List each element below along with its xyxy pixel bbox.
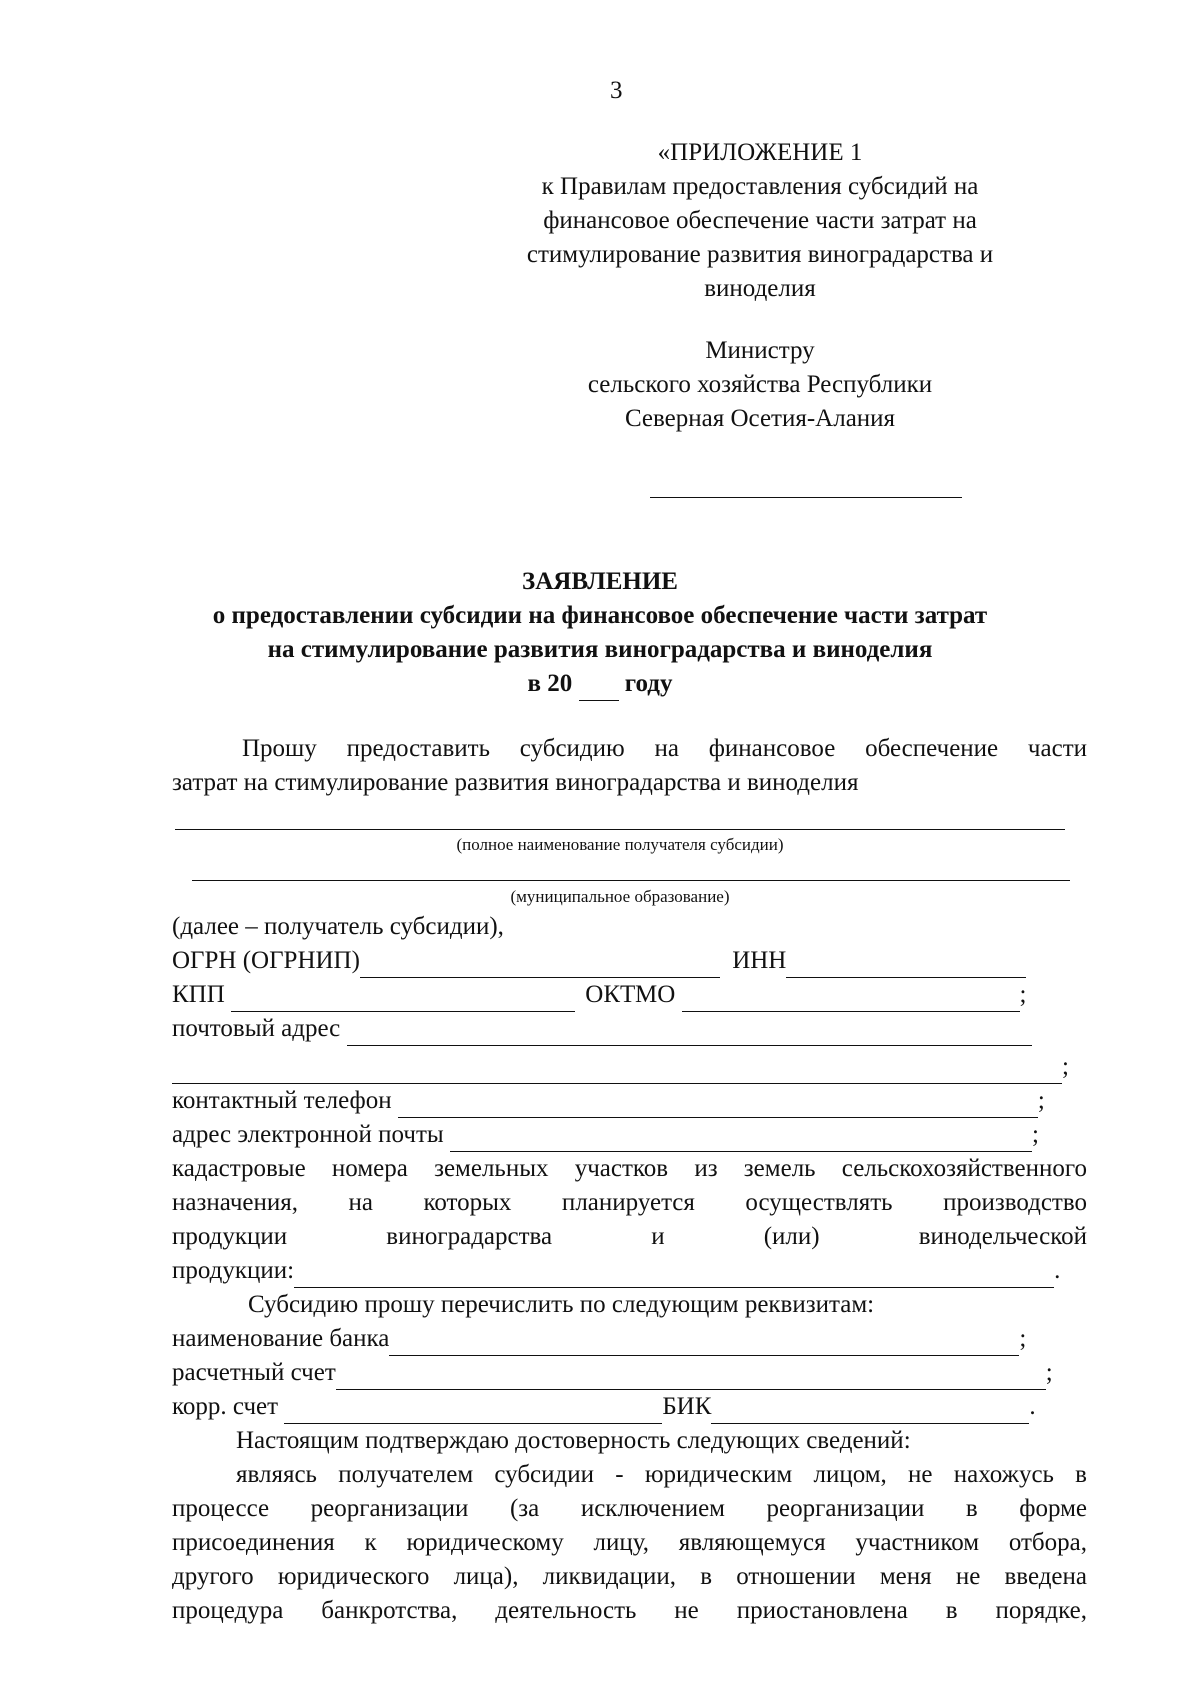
account-label: расчетный счет — [172, 1359, 336, 1386]
semicolon: ; — [1019, 1325, 1027, 1352]
corr-label: корр. счет — [172, 1393, 279, 1420]
appendix-line: к Правилам предоставления субсидий на — [541, 173, 979, 200]
title-line: о предоставлении субсидии на финансовое обеспечение части затрат — [212, 602, 988, 629]
addressee-line: Министру — [705, 337, 815, 364]
applicant-name-blank[interactable] — [650, 497, 962, 498]
semicolon: ; — [1062, 1053, 1069, 1080]
kpp-field[interactable] — [231, 985, 575, 1012]
appendix-line: виноделия — [704, 275, 816, 302]
ogrn-field[interactable] — [360, 951, 720, 978]
addressee-line: Северная Осетия-Алания — [624, 405, 896, 432]
phone-field[interactable] — [398, 1091, 1038, 1118]
corr-bik-row — [172, 1390, 1087, 1424]
confirm-line: являясь получателем субсидии - юридическим лицом, не нахожусь в — [236, 1461, 1087, 1488]
semicolon: ; — [1031, 1121, 1039, 1148]
account-field[interactable] — [336, 1363, 1046, 1390]
request-line: затрат на стимулирование развития виноградарства и виноделия — [172, 769, 859, 796]
postal-label: почтовый адрес — [172, 1015, 341, 1042]
appendix-header — [480, 136, 1040, 306]
oktmo-label: ОКТМО — [585, 981, 676, 1008]
phone-row — [172, 1084, 1087, 1118]
email-label: адрес электронной почты — [172, 1121, 444, 1148]
email-row — [172, 1118, 1087, 1152]
cadastral-line: продукции виноградарства и (или) винодельческой — [172, 1223, 1087, 1250]
ogrn-inn-row — [172, 944, 1087, 978]
period: . — [1054, 1257, 1061, 1284]
ogrn-label: ОГРН (ОГРНИП) — [172, 947, 360, 974]
inn-label: ИНН — [732, 947, 787, 974]
appendix-line: «ПРИЛОЖЕНИЕ 1 — [657, 139, 863, 166]
kpp-oktmo-row — [172, 978, 1087, 1012]
bik-label: БИК — [662, 1393, 712, 1420]
email-field[interactable] — [450, 1125, 1032, 1152]
confirm-line: присоединения к юридическому лицу, являющемуся участником отбора, — [172, 1529, 1087, 1556]
phone-label: контактный телефон — [172, 1087, 392, 1114]
semicolon: ; — [1037, 1087, 1045, 1114]
addressee-block — [560, 334, 960, 436]
confirm-line: процедура банкротства, деятельность не приостановлена в порядке, — [172, 1597, 1087, 1624]
cadastral-label: продукции: — [172, 1257, 295, 1284]
cadastral-line: назначения, на которых планируется осуществлять производство — [172, 1189, 1087, 1216]
page-number: 3 — [610, 77, 623, 104]
account-row — [172, 1356, 1087, 1390]
period: . — [1029, 1393, 1036, 1420]
cadastral-row — [172, 1254, 1087, 1288]
postal-row — [172, 1012, 1087, 1046]
appendix-line: стимулирование развития виноградарства и — [526, 241, 994, 268]
appendix-line: финансовое обеспечение части затрат на — [543, 207, 977, 234]
recipient-caption: (полное наименование получателя субсидии) — [456, 835, 784, 854]
title-line: на стимулирование развития виноградарства и виноделия — [267, 636, 933, 663]
cadastral-line: кадастровые номера земельных участков из земель сельскохозяйственного — [172, 1155, 1087, 1182]
document-title — [150, 565, 1050, 701]
corr-field[interactable] — [284, 1397, 662, 1424]
postal-row-2 — [172, 1050, 1087, 1084]
bank-intro: Субсидию прошу перечислить по следующим реквизитам: — [248, 1291, 875, 1318]
confirm-line: другого юридического лица), ликвидации, в отношении меня не введена — [172, 1563, 1087, 1590]
postal-field-2[interactable] — [172, 1057, 1062, 1084]
title-year — [150, 667, 1050, 701]
oktmo-field[interactable] — [682, 985, 1020, 1012]
confirm-line: процессе реорганизации (за исключением реорганизации в форме — [172, 1495, 1087, 1522]
postal-field[interactable] — [347, 1019, 1032, 1046]
confirm-intro: Настоящим подтверждаю достоверность следующих сведений: — [236, 1427, 911, 1454]
hereinafter-text: (далее – получатель субсидии), — [172, 913, 504, 940]
bank-name-label: наименование банка — [172, 1325, 390, 1352]
bank-name-row — [172, 1322, 1087, 1356]
addressee-line: сельского хозяйства Республики — [587, 371, 933, 398]
title-heading: ЗАЯВЛЕНИЕ — [522, 568, 678, 595]
request-line: Прошу предоставить субсидию на финансовое обеспечение части — [242, 735, 1087, 762]
inn-field[interactable] — [786, 951, 1026, 978]
cadastral-field[interactable] — [294, 1261, 1054, 1288]
bank-name-field[interactable] — [389, 1329, 1019, 1356]
semicolon: ; — [1019, 981, 1027, 1008]
semicolon: ; — [1045, 1359, 1053, 1386]
bik-field[interactable] — [711, 1397, 1029, 1424]
year-prefix: в 20 — [527, 670, 573, 697]
year-suffix: году — [624, 670, 673, 697]
kpp-label: КПП — [172, 981, 225, 1008]
year-blank[interactable] — [579, 674, 619, 701]
municipality-caption: (муниципальное образование) — [510, 887, 730, 906]
